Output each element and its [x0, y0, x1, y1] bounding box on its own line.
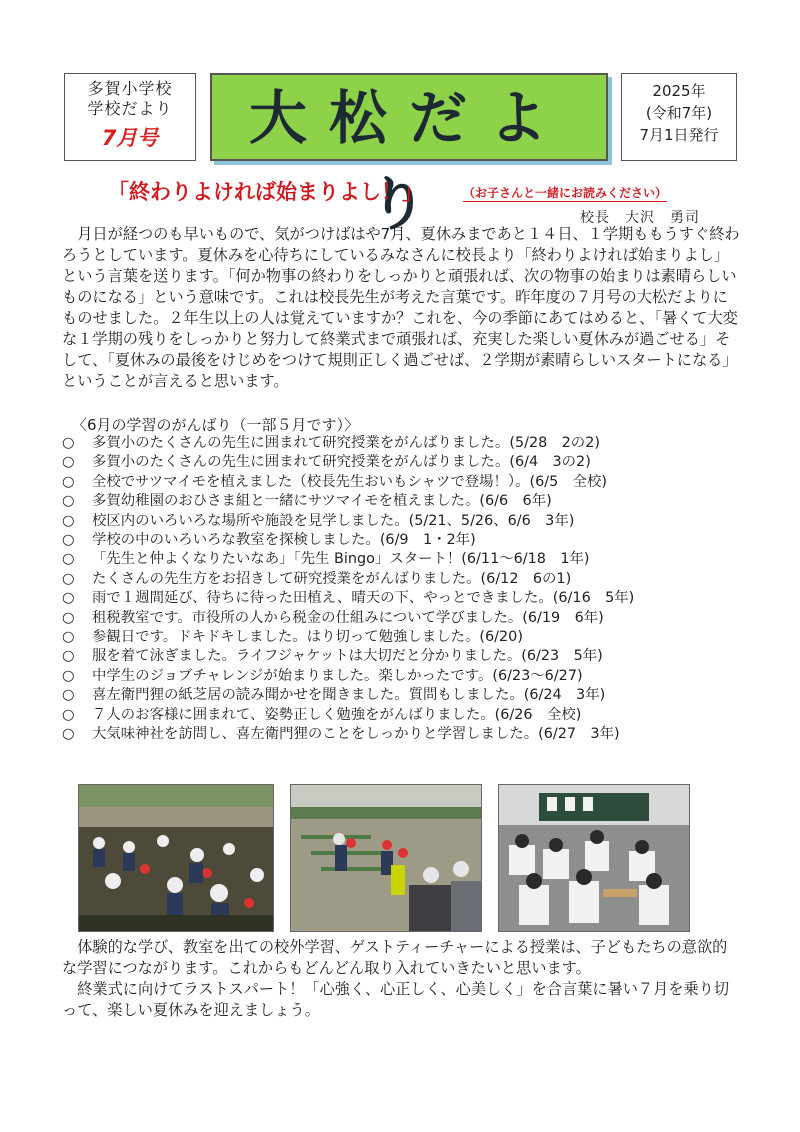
activity-item: [62, 570, 752, 589]
photo-classroom: [498, 784, 690, 932]
bullet-circle: ○: [62, 590, 75, 607]
activity-text: 大気味神社を訪問し、喜左衛門狸のことをしっかりと学習しました。(6/27 3年): [92, 726, 620, 743]
activity-item: [62, 725, 752, 744]
activity-item: [62, 609, 752, 628]
activities-heading: 〈6月の学習のがんばり（一部５月です）〉: [72, 416, 360, 434]
activity-text: 参観日です。ドキドキしました。はり切って勉強しました。(6/20): [92, 629, 523, 646]
activity-text: 全校でサツマイモを植えました（校長先生おいもシャツで登場！）。(6/5 全校): [92, 473, 608, 490]
activity-text: 学校の中のいろいろな教室を探検しました。(6/9 1・2年): [92, 532, 476, 549]
issue-label: 7月号: [101, 126, 159, 150]
bullet-circle: ○: [62, 609, 75, 626]
activity-item: [62, 647, 752, 666]
closing-paragraph-1: 体験的な学び、教室を出ての校外学習、ゲストティーチャーによる授業は、子どもたちの意欲的な学習につながります。これからもどんどん取り入れていきたいと思います。: [62, 938, 728, 977]
date-box: [621, 73, 737, 161]
bullet-circle: ○: [62, 454, 75, 471]
school-name: 多賀小学校: [87, 79, 173, 98]
activity-item: [62, 667, 752, 686]
bullet-circle: ○: [62, 687, 75, 704]
bullet-circle: ○: [62, 532, 75, 549]
author: 校長 大沢 勇司: [580, 210, 700, 226]
photo-rice-planting: [78, 784, 274, 932]
activity-item: [62, 550, 752, 569]
activity-text: 中学生のジョブチャレンジが始まりました。楽しかったです。(6/23～6/27): [92, 667, 583, 684]
issue-era: (令和7年): [645, 104, 713, 122]
activity-text: 多賀小のたくさんの先生に囲まれて研究授業をがんばりました。(6/4 3の2): [92, 454, 591, 471]
issue-year: 2025年: [652, 82, 706, 100]
activity-text: 雨で１週間延び、待ちに待った田植え、晴天の下、やっとできました。(6/16 5年): [92, 590, 635, 607]
closing-paragraph-2: 終業式に向けてラストスパート！「心強く、心正しく、心美しく」を合言葉に暑い７月を乗り切って、楽しい夏休みを迎えましょう。: [62, 980, 730, 1019]
newsletter-label: 学校だより: [87, 99, 173, 118]
activity-item: [62, 686, 752, 705]
activity-text: たくさんの先生方をお招きして研究授業をがんばりました。(6/12 6の1): [92, 570, 572, 587]
newsletter-title: 大松だより: [248, 84, 569, 238]
bullet-circle: ○: [62, 726, 75, 743]
bullet-circle: ○: [62, 667, 75, 684]
activity-item: [62, 453, 752, 472]
activity-text: 服を着て泳ぎました。ライフジャケットは大切だと分かりました。(6/23 5年): [92, 648, 603, 665]
bullet-circle: ○: [62, 629, 75, 646]
intro-paragraph: 月日が経つのも早いもので、気がつけばはや7月、夏休みまであと１４日、１学期ももうすぐ終わろうとしています。夏休みを心待ちにしているみなさんに校長より「終わりよければ始まりよし」という言葉を送ります。「何か物事の終わりをしっかりと頑張れば、次の物事の始まりは素晴らしいものになる」という意味です。これは校長先生が考えた言葉です。昨年度の７月号の大松だよりにものせました。２年生以上の人は覚えていますか？これを、今の季節にあてはめると、「暑くて大変な１学期の残りをしっかりと努力して終業式まで頑張れば、充実した楽しい夏休みが過ごせる」そして、「夏休みの最後をけじめをつけて規則正しく過ごせば、２学期が素晴らしいスタートになる」ということが言えると思います。: [62, 225, 740, 390]
activity-text: 租税教室です。市役所の人から税金の仕組みについて学びました。(6/19 6年): [92, 609, 604, 626]
bullet-circle: ○: [62, 493, 75, 510]
headline-note: （お子さんと一緒にお読みください）: [463, 186, 668, 200]
headline: 「終わりよければ始まりよし！」: [108, 180, 423, 204]
activity-text: ７人のお客様に囲まれて、姿勢正しく勉強をがんばりました。(6/26 全校): [92, 706, 582, 723]
bullet-circle: ○: [62, 648, 75, 665]
bullet-circle: ○: [62, 435, 75, 451]
activity-item: [62, 512, 752, 531]
activity-item: [62, 492, 752, 511]
issue-date: 7月1日発行: [639, 126, 719, 144]
activity-text: 「先生と仲よくなりたいなあ」「先生 Bingo」スタート！(6/11～6/18 1年): [92, 551, 590, 568]
activity-text: 校区内のいろいろな場所や施設を見学しました。(5/21、5/26、6/6 3年): [92, 512, 575, 529]
activity-text: 多賀小のたくさんの先生に囲まれて研究授業をがんばりました。(5/28 2の2): [92, 435, 600, 451]
bullet-circle: ○: [62, 570, 75, 587]
activity-item: [62, 531, 752, 550]
activity-item: [62, 434, 752, 453]
photo-paddy-field: [290, 784, 482, 932]
school-info-box: [64, 73, 196, 161]
activity-item: [62, 706, 752, 725]
activity-list: [62, 434, 752, 745]
bullet-circle: ○: [62, 706, 75, 723]
activity-text: 多賀幼稚園のおひさま組と一緒にサツマイモを植えました。(6/6 6年): [92, 493, 552, 510]
activity-item: [62, 628, 752, 647]
bullet-circle: ○: [62, 473, 75, 490]
activity-item: [62, 589, 752, 608]
activity-text: 喜左衛門狸の紙芝居の読み聞かせを聞きました。質問もしました。(6/24 3年): [92, 687, 606, 704]
bullet-circle: ○: [62, 551, 75, 568]
bullet-circle: ○: [62, 512, 75, 529]
activity-item: [62, 473, 752, 492]
